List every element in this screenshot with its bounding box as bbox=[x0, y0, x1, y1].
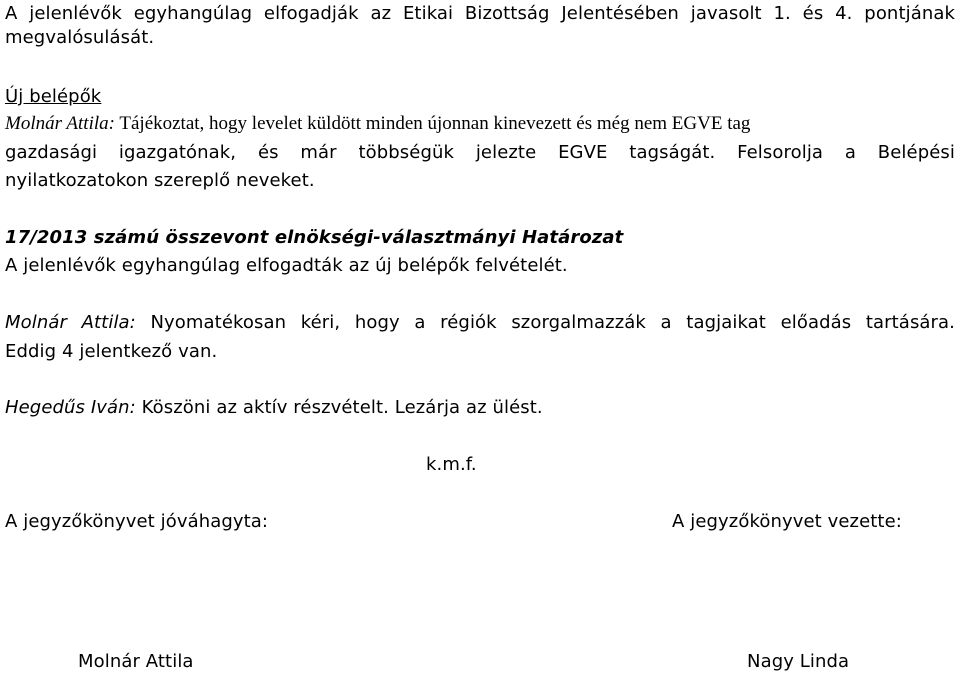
resolution-text-content: A jelenlévők egyhangúlag elfogadták az új belépők felvételét. bbox=[5, 255, 568, 276]
regions-line2-text: Eddig 4 jelentkező van. bbox=[5, 341, 218, 362]
para1-line2-text: megvalósulását. bbox=[5, 27, 155, 48]
speaker-name: Molnár Attila: bbox=[5, 113, 115, 134]
approved-label bbox=[5, 512, 268, 532]
new-members-heading-text: Új belépők bbox=[5, 86, 102, 107]
approver-name bbox=[78, 652, 194, 672]
new-members-line1-text: Tájékoztat, hogy levelet küldött minden újonnan kinevezett és még nem EGVE tag bbox=[114, 113, 751, 134]
new-members-heading bbox=[5, 87, 101, 107]
para1-line2 bbox=[5, 28, 154, 48]
para1-line1 bbox=[5, 4, 955, 24]
new-members-line2-text: gazdasági igazgatónak, és már többségük jelezte EGVE tagságát. Felsorolja a Belépési bbox=[5, 142, 955, 163]
para1-line1-text: A jelenlévők egyhangúlag elfogadják az Etikai Bizottság Jelentésében javasolt 1. és 4. pontjának bbox=[5, 3, 955, 24]
speaker-name: Hegedűs Iván: bbox=[5, 397, 136, 418]
new-members-line1 bbox=[5, 114, 750, 134]
speaker-name: Molnár Attila: bbox=[5, 312, 136, 333]
regions-line2 bbox=[5, 342, 217, 362]
resolution-title-text: 17/2013 számú összevont elnökségi-választmányi Határozat bbox=[5, 227, 624, 248]
regions-line1-text: Nyomatékosan kéri, hogy a régiók szorgalmazzák a tagjaikat előadás tartására. bbox=[135, 312, 956, 333]
new-members-line3 bbox=[5, 171, 315, 191]
new-members-line3-text: nyilatkozatokon szereplő neveket. bbox=[5, 170, 315, 191]
approved-label-text: A jegyzőkönyvet jóváhagyta: bbox=[5, 511, 269, 532]
regions-line1 bbox=[5, 313, 955, 333]
resolution-title bbox=[5, 228, 623, 248]
approver-name-text: Molnár Attila bbox=[78, 651, 194, 672]
kmf-text: k.m.f. bbox=[426, 454, 477, 475]
new-members-line2 bbox=[5, 143, 955, 163]
recorder-name bbox=[747, 652, 849, 672]
recorded-label-text: A jegyzőkönyvet vezette: bbox=[672, 511, 902, 532]
kmf bbox=[426, 455, 477, 475]
closing-line bbox=[5, 398, 543, 418]
recorded-label bbox=[672, 512, 902, 532]
resolution-text bbox=[5, 256, 568, 276]
recorder-name-text: Nagy Linda bbox=[747, 651, 850, 672]
closing-text: Köszöni az aktív részvételt. Lezárja az ülést. bbox=[135, 397, 543, 418]
